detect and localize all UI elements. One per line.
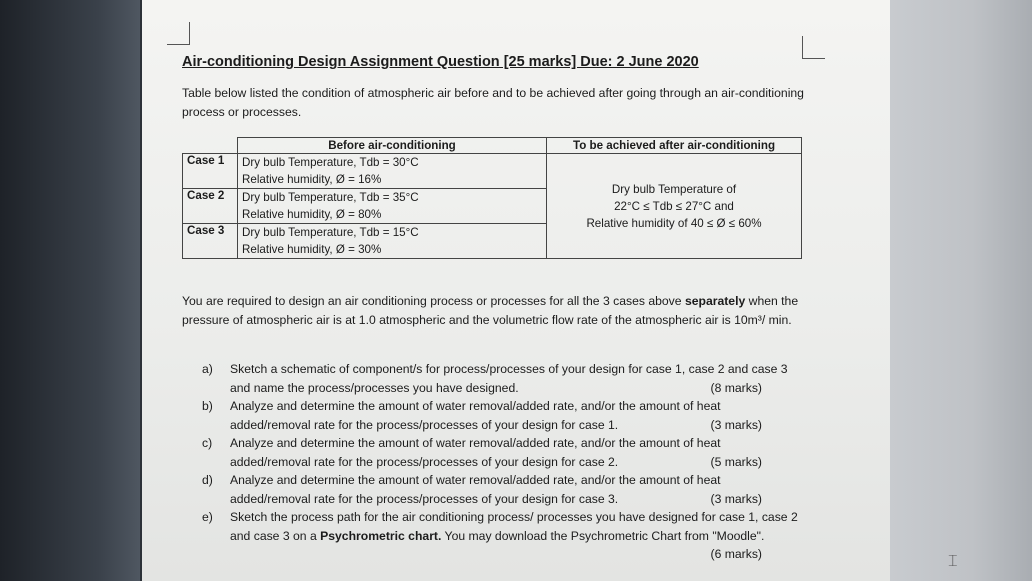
target-condition [547,154,802,259]
intro-paragraph: Table below listed the condition of atmospheric air before and to be achieved after going through an air-conditioning process or processes. [182,86,804,119]
table-header-before: Before air-conditioning [238,138,547,154]
case-label: Case 2 [183,189,238,224]
table-header-empty [183,138,238,154]
case-temperature: Dry bulb Temperature, Tdb = 15°C [242,226,419,239]
case-humidity: Relative humidity, Ø = 80% [242,208,382,221]
document-title: Air-conditioning Design Assignment Question [25 marks] Due: 2 June 2020 [182,54,699,70]
question-text-end: You may download the Psychrometric Chart from "Moodle". [441,528,765,543]
question-letter: a) [202,362,213,376]
question-letter: b) [202,399,213,413]
conditions-table [182,137,802,259]
question-text-start: Sketch the process path for the air conditioning process/ processes you have designed for case 1, case 2 and case 3 on a [230,510,798,543]
question-marks: (3 marks) [710,491,762,506]
question-text: Sketch a schematic of component/s for process/processes of your design for case 1, case 2 and case 3 and name the process/processes you have designed. [230,362,788,395]
table-header-after: To be achieved after air-conditioning [547,138,802,154]
question-text-emphasis: Psychrometric chart. [320,528,442,543]
target-line-3: Relative humidity of 40 ≤ Ø ≤ 60% [586,216,762,230]
question-letter: e) [202,510,213,524]
question-marks: (3 marks) [710,417,762,432]
question-letter: d) [202,473,213,487]
list-item [202,397,802,434]
target-line-1: Dry bulb Temperature of [611,182,737,196]
requirements-text-start: You are required to design an air conditioning process or processes for all the 3 cases above [182,294,685,308]
target-line-2: 22°C ≤ Tdb ≤ 27°C and [614,199,734,213]
question-marks: (8 marks) [710,380,762,395]
monitor-bezel-right [882,0,1032,581]
question-letter: c) [202,436,213,450]
case-label: Case 1 [183,154,238,189]
requirements-emphasis: separately [684,294,746,308]
requirements-text-end: when the pressure of atmospheric air is at 1.0 atmospheric and the volumetric flow rate of the atmospheric air is 10m³/ min. [182,294,799,327]
list-item [202,360,802,397]
list-item [202,434,802,471]
case-before-condition [238,224,547,259]
case-humidity: Relative humidity, Ø = 30% [242,243,382,256]
requirements-paragraph [182,292,802,329]
question-marks: (5 marks) [710,454,762,469]
case-temperature: Dry bulb Temperature, Tdb = 30°C [242,156,419,169]
question-text: Analyze and determine the amount of water removal/added rate, and/or the amount of heat added/removal rate for the process/processes of your design for case 2. [230,436,721,469]
monitor-bezel-left [0,0,140,581]
crop-mark-top-left [167,22,190,45]
list-item [202,508,802,561]
question-text: Analyze and determine the amount of water removal/added rate, and/or the amount of heat added/removal rate for the process/processes of your design for case 3. [230,473,721,506]
document-page [142,0,890,581]
crop-mark-top-right [802,36,825,59]
case-temperature: Dry bulb Temperature, Tdb = 35°C [242,191,419,204]
case-before-condition [238,154,547,189]
case-humidity: Relative humidity, Ø = 16% [242,173,382,186]
question-text: Analyze and determine the amount of water removal/added rate, and/or the amount of heat added/removal rate for the process/processes of your design for case 1. [230,399,721,432]
list-item [202,471,802,508]
table-row [183,154,802,189]
table-header-row [183,138,802,154]
question-marks: (6 marks) [710,547,762,561]
text-cursor-icon: ⌶ [948,553,958,570]
case-label: Case 3 [183,224,238,259]
question-list [202,360,802,564]
case-before-condition [238,189,547,224]
